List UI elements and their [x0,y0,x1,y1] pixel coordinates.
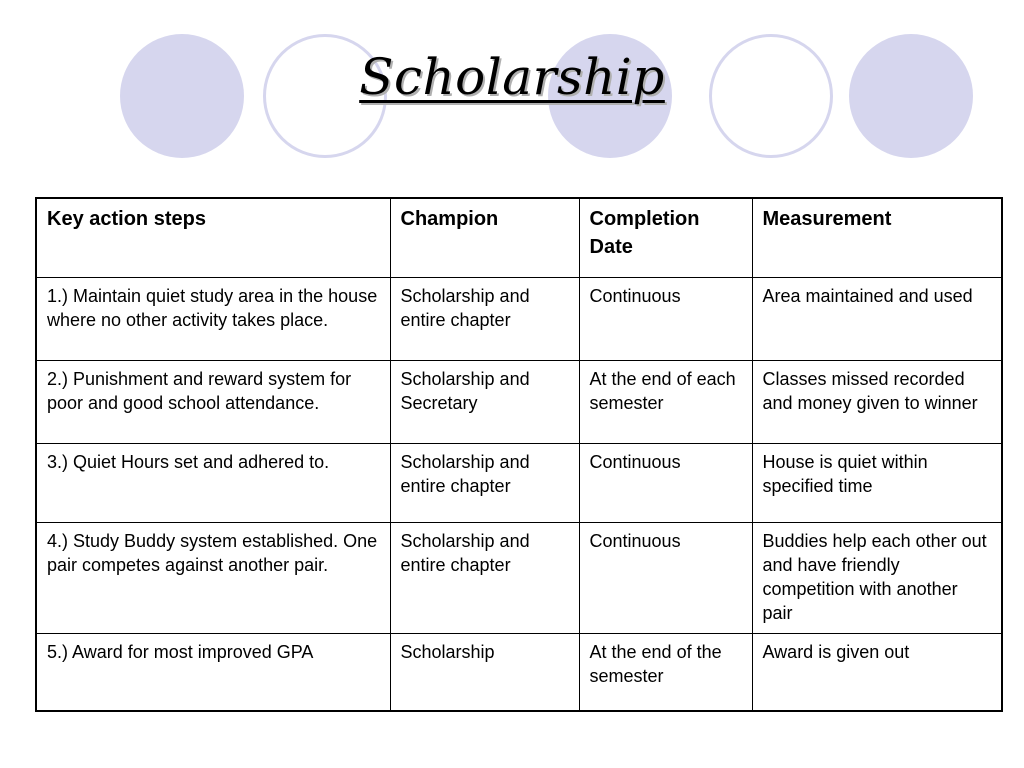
cell-measurement: Classes missed recorded and money given to winner [752,361,1002,444]
header-measurement: Measurement [752,198,1002,278]
cell-champion: Scholarship and entire chapter [390,444,579,523]
table-row [36,278,1002,361]
header-key-action-steps: Key action steps [36,198,390,278]
cell-action-step: 2.) Punishment and reward system for poor and good school attendance. [36,361,390,444]
cell-champion: Scholarship [390,634,579,712]
cell-measurement: Buddies help each other out and have friendly competition with another pair [752,523,1002,634]
cell-completion-date: Continuous [579,523,752,634]
slide-title: Scholarship [359,48,665,106]
cell-measurement: House is quiet within specified time [752,444,1002,523]
table-row [36,361,1002,444]
cell-action-step: 5.) Award for most improved GPA [36,634,390,712]
cell-completion-date: Continuous [579,278,752,361]
cell-completion-date: Continuous [579,444,752,523]
cell-action-step: 4.) Study Buddy system established. One pair competes against another pair. [36,523,390,634]
table-row [36,634,1002,712]
header-champion: Champion [390,198,579,278]
cell-champion: Scholarship and entire chapter [390,278,579,361]
header-completion-date: Completion Date [579,198,752,278]
action-plan-table [35,197,1003,712]
cell-completion-date: At the end of the semester [579,634,752,712]
cell-action-step: 3.) Quiet Hours set and adhered to. [36,444,390,523]
table-header-row [36,198,1002,278]
cell-completion-date: At the end of each semester [579,361,752,444]
cell-measurement: Award is given out [752,634,1002,712]
cell-champion: Scholarship and entire chapter [390,523,579,634]
cell-action-step: 1.) Maintain quiet study area in the house where no other activity takes place. [36,278,390,361]
table-row [36,523,1002,634]
table-row [36,444,1002,523]
cell-champion: Scholarship and Secretary [390,361,579,444]
cell-measurement: Area maintained and used [752,278,1002,361]
